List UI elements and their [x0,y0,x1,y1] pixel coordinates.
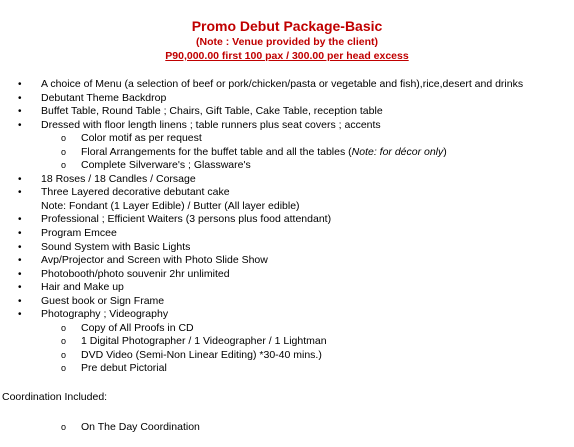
bullet-icon: • [18,255,22,267]
list-item [0,295,574,309]
item-text: Avp/Projector and Screen with Photo Slide Show [41,254,268,267]
sub-list-item [0,349,574,363]
sub-list-item [0,159,574,173]
list-item [0,92,574,106]
bullet-icon: • [18,268,22,280]
list-item [0,173,574,187]
list-item [0,213,574,227]
list-item [0,119,574,133]
circle-bullet-icon: o [61,146,67,157]
item-text: Sound System with Basic Lights [41,240,191,253]
item-text: Photobooth/photo souvenir 2hr unlimited [41,267,230,280]
sub-list-item [0,322,574,336]
circle-bullet-icon: o [61,160,67,171]
circle-bullet-icon: o [61,336,67,347]
item-text: Hair and Make up [41,281,124,294]
sub-list-item [0,362,574,376]
sub-list-item [0,146,574,160]
list-item [0,254,574,268]
price-line: P90,000.00 first 100 pax / 300.00 per head excess [165,50,409,62]
circle-bullet-icon: o [61,349,67,360]
sub-item-text: Complete Silverware's ; Glassware's [81,159,251,172]
venue-note: (Note : Venue provided by the client) [195,36,379,48]
sub-item-text-main: Floral Arrangements for the buffet table and all the tables ( [81,145,352,158]
coordination-item-text: On The Day Coordination [81,421,200,433]
bullet-icon: • [18,106,22,118]
sub-item-text [81,146,447,160]
list-item [0,227,574,241]
bullet-icon: • [18,187,22,199]
decor-note: Note: for décor only [351,145,444,158]
cake-note: Note: Fondant (1 Layer Edible) / Butter (All layer edible) [41,199,300,212]
item-text: Three Layered decorative debutant cake [41,186,230,199]
bullet-icon: • [18,92,22,104]
item-text: 18 Roses / 18 Candles / Corsage [41,172,196,185]
list-item [0,186,574,200]
circle-bullet-icon: o [61,422,67,432]
item-text: Professional ; Efficient Waiters (3 persons plus food attendant) [41,213,332,226]
bullet-icon: • [18,228,22,240]
bullet-icon: • [18,173,22,185]
inclusions-list [0,78,574,376]
list-item-note [0,200,574,214]
sub-item-text: Pre debut Pictorial [81,362,167,375]
item-text: Debutant Theme Backdrop [41,91,167,104]
list-item [0,78,574,92]
sub-item-text-end: ) [443,145,447,158]
sub-item-text: 1 Digital Photographer / 1 Videographer / 1 Lightman [81,335,327,348]
package-title: Promo Debut Package-Basic [191,18,383,34]
header [0,18,574,63]
bullet-icon: • [18,79,22,90]
list-item [0,308,574,322]
item-text: A choice of Menu (a selection of beef or pork/chicken/pasta or vegetable and fish),rice,desert and drinks [41,78,524,90]
item-text: Photography ; Videography [41,308,169,321]
list-item [0,268,574,282]
bullet-icon: • [18,241,22,253]
item-text: Program Emcee [41,227,117,240]
item-text: Buffet Table, Round Table ; Chairs, Gift Table, Cake Table, reception table [41,105,383,118]
item-text: Guest book or Sign Frame [41,294,165,307]
sub-item-text: Copy of All Proofs in CD [81,321,194,334]
sub-list-item [0,335,574,349]
bullet-icon: • [18,282,22,294]
list-item [0,241,574,255]
sub-item-text: DVD Video (Semi-Non Linear Editing) *30-40 mins.) [81,348,322,361]
sub-item-text: Color motif as per request [81,132,202,145]
bullet-icon: • [18,119,22,131]
item-text: Dressed with floor length linens ; table runners plus seat covers ; accents [41,118,381,131]
circle-bullet-icon: o [61,322,67,333]
circle-bullet-icon: o [61,363,67,374]
bullet-icon: • [18,309,22,321]
circle-bullet-icon: o [61,133,67,144]
coordination-item [0,420,574,434]
list-item [0,105,574,119]
coordination-heading: Coordination Included: [2,391,108,403]
bullet-icon: • [18,214,22,226]
bullet-icon: • [18,295,22,307]
sub-list-item [0,132,574,146]
list-item [0,281,574,295]
